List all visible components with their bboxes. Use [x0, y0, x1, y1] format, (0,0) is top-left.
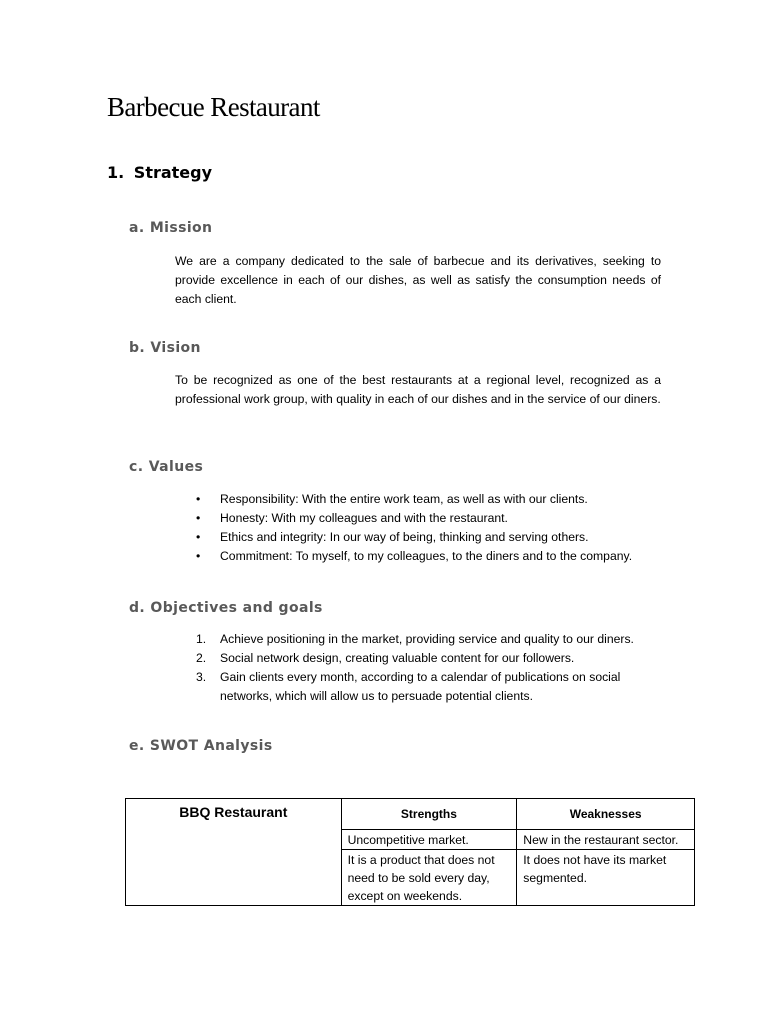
- section-title: Strategy: [133, 163, 213, 182]
- column-header-weaknesses: Weaknesses: [517, 799, 695, 830]
- list-item-text: Ethics and integrity: In our way of being, thinking and serving others.: [220, 530, 589, 544]
- table-cell: New in the restaurant sector.: [517, 830, 695, 850]
- list-item: [196, 547, 666, 566]
- column-header-strengths: Strengths: [341, 799, 517, 830]
- vision-text: To be recognized as one of the best restaurants at a regional level, recognized as a professional work group, with quality in each of our dishes and in the service of our diners.: [175, 373, 661, 406]
- list-item-text: Social network design, creating valuable content for our followers.: [220, 651, 575, 665]
- list-item: [196, 528, 666, 547]
- bullet-icon: •: [196, 549, 201, 563]
- objectives-heading: d. Objectives and goals: [129, 600, 323, 616]
- list-item-text: Honesty: With my colleagues and with the restaurant.: [220, 511, 508, 525]
- list-item: [196, 649, 636, 668]
- table-cell: It is a product that does not need to be sold every day, except on weekends.: [341, 850, 517, 906]
- list-item-text: Achieve positioning in the market, providing service and quality to our diners.: [220, 632, 634, 646]
- mission-heading: a. Mission: [129, 220, 213, 236]
- list-number: 2.: [196, 651, 207, 665]
- list-item-text: Commitment: To myself, to my colleagues, to the diners and to the company.: [220, 549, 633, 563]
- table-header-row: [126, 799, 695, 830]
- list-item: [196, 509, 666, 528]
- mission-text: We are a company dedicated to the sale of barbecue and its derivatives, seeking to provide excellence in each of our dishes, as well as satisfy the consumption needs of each client.: [175, 254, 661, 306]
- document-title: Barbecue Restaurant: [107, 92, 320, 122]
- bullet-icon: •: [196, 492, 201, 506]
- list-item-text: Responsibility: With the entire work team, as well as with our clients.: [220, 492, 588, 506]
- list-item: [196, 630, 636, 649]
- bullet-icon: •: [196, 511, 201, 525]
- values-list: [196, 490, 666, 566]
- section-number: 1.: [107, 163, 125, 182]
- bullet-icon: •: [196, 530, 201, 544]
- list-number: 3.: [196, 670, 207, 684]
- table-cell: It does not have its market segmented.: [517, 850, 695, 906]
- values-heading: c. Values: [129, 459, 204, 475]
- swot-table: [125, 798, 695, 906]
- objectives-list: [196, 630, 636, 706]
- list-item-text: Gain clients every month, according to a calendar of publications on social networks, which will allow us to persuade potential clients.: [220, 670, 621, 703]
- swot-heading: e. SWOT Analysis: [129, 738, 273, 754]
- section-heading-strategy: [107, 163, 212, 182]
- table-cell: Uncompetitive market.: [341, 830, 517, 850]
- list-item: [196, 490, 666, 509]
- list-item: [196, 668, 636, 706]
- vision-heading: b. Vision: [129, 340, 201, 356]
- swot-corner-cell: BBQ Restaurant: [126, 799, 342, 906]
- list-number: 1.: [196, 632, 207, 646]
